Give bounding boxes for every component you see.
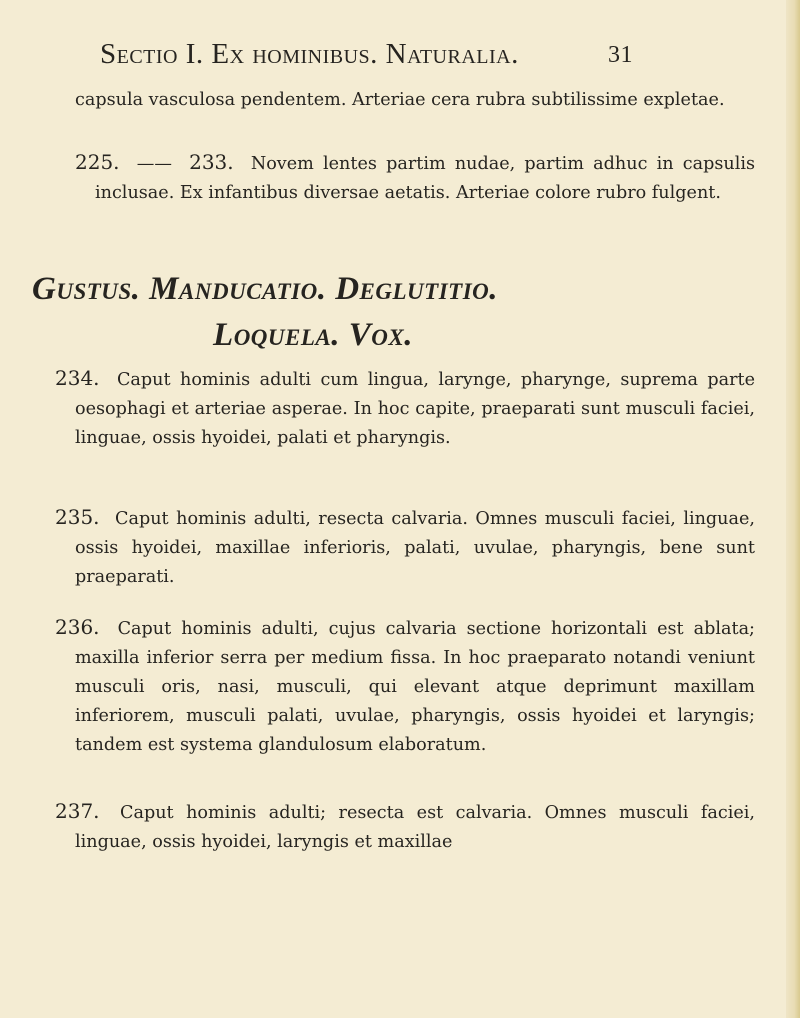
entry-paragraph (75, 148, 755, 208)
section-heading-line1: Gustus. Manducatio. Deglutitio. (32, 271, 499, 307)
entry-number: 234. (55, 366, 100, 390)
running-head-title: Sectio I. Ex hominibus. Naturalia. (100, 38, 519, 70)
entry-text: Novem lentes partim nudae, partim adhuc in capsulis inclusae. Ex infantibus diversae aetatis. Arteriae colore rubro fulgent. (95, 154, 755, 203)
entry-text: Caput hominis adulti, resecta calvaria. Omnes musculi faciei, linguae, ossis hyoidei, maxillae inferioris, palati, uvulae, pharyngis, bene sunt praeparati. (75, 509, 755, 587)
entry-237 (55, 797, 755, 857)
entry-text: Caput hominis adulti; resecta est calvaria. Omnes musculi faciei, linguae, ossis hyoidei, laryngis et maxillae (75, 803, 756, 852)
section-heading (29, 266, 709, 358)
entry-text: Caput hominis adulti, cujus calvaria sectione horizontali est ablata; maxilla inferior serra per medium fissa. In hoc praeparato notandi veniunt musculi oris, nasi, musculi, qui elevant atque deprimunt maxillam inferiorem, musculi palati, uvulae, pharyngis, ossis hyoidei et laryngis; tandem est systema glandulosum elaboratum. (75, 619, 755, 755)
entry-paragraph (55, 797, 755, 857)
entry-235 (55, 503, 755, 592)
entry-236 (55, 613, 755, 760)
entry-234 (55, 364, 755, 453)
entry-paragraph (55, 613, 755, 760)
entry-paragraph (55, 364, 755, 453)
entry-number: 225. (75, 150, 120, 174)
continuation-text: capsula vasculosa pendentem. Arteriae cera rubra subtilissime expletae. (75, 90, 725, 110)
entry-dash: —— (136, 154, 172, 174)
continuation-block (75, 86, 755, 115)
running-head (100, 38, 633, 71)
entry-text: Caput hominis adulti cum lingua, larynge, pharynge, suprema parte oesophagi et arteriae asperae. In hoc capite, praeparati sunt musculi faciei, linguae, ossis hyoidei, palati et pharyngis. (75, 370, 756, 448)
entry-225 (75, 148, 755, 208)
entry-number: 236. (55, 615, 100, 639)
page-edge (786, 0, 800, 1018)
entry-paragraph (55, 503, 755, 592)
entry-range-end: 233. (189, 150, 234, 174)
section-heading-line2: Loquela. Vox. (213, 317, 413, 353)
entry-number: 235. (55, 505, 100, 529)
entry-number: 237. (55, 799, 100, 823)
page-number: 31 (608, 42, 633, 68)
